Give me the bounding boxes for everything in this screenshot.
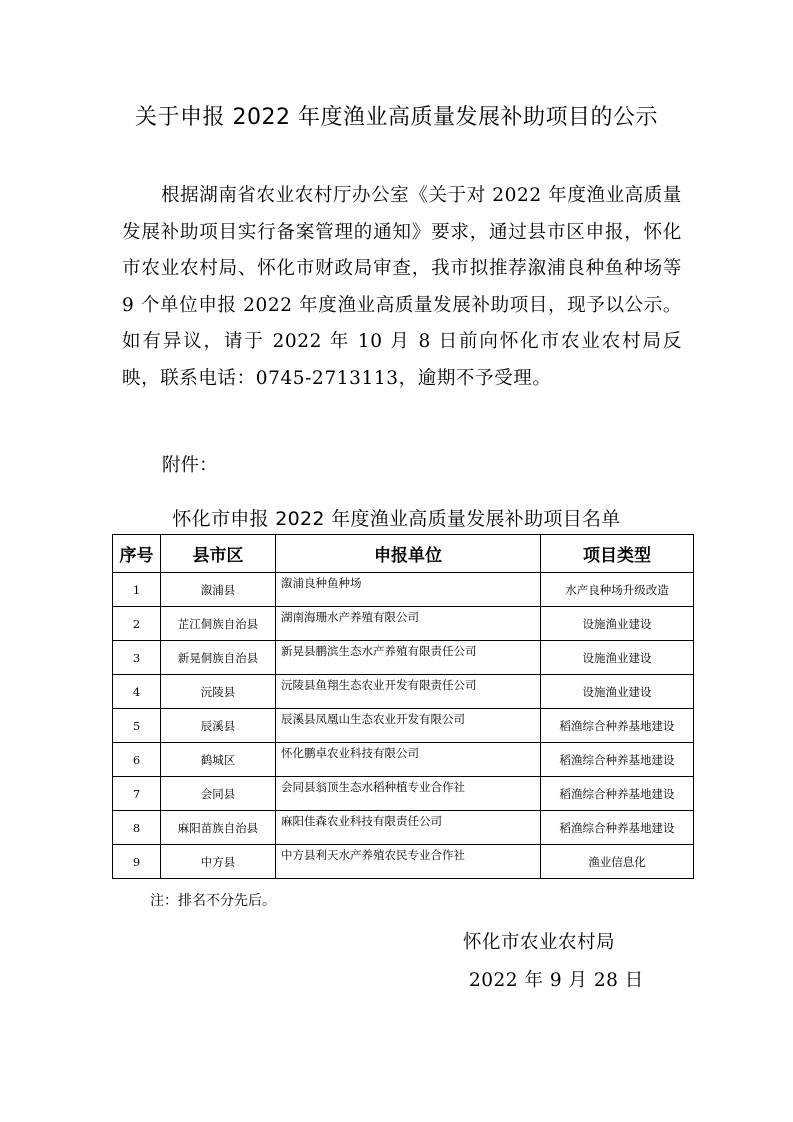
table-title: 怀化市申报 2022 年度渔业高质量发展补助项目名单 — [172, 508, 621, 530]
row-county: 溆浦县 — [161, 573, 276, 607]
signature-date: 2022 年 9 月 28 日 — [469, 970, 644, 991]
attachment-label: 附件： — [162, 455, 218, 476]
ranking-note: 注：排名不分先后。 — [150, 893, 276, 909]
row-project-type: 设施渔业建设 — [541, 607, 694, 641]
row-unit: 湖南海珊水产养殖有限公司 — [276, 607, 541, 641]
row-county: 辰溪县 — [161, 709, 276, 743]
row-project-type: 稻渔综合种养基地建设 — [541, 777, 694, 811]
row-project-type: 渔业信息化 — [541, 845, 694, 879]
header-county: 县市区 — [161, 535, 276, 573]
row-project-type: 水产良种场升级改造 — [541, 573, 694, 607]
table-row — [113, 811, 694, 845]
row-county: 中方县 — [161, 845, 276, 879]
row-index: 4 — [113, 675, 161, 709]
table-row — [113, 845, 694, 879]
table-row — [113, 743, 694, 777]
row-unit: 怀化鹏卓农业科技有限公司 — [276, 743, 541, 777]
row-unit: 会同县翁顶生态水稻种植专业合作社 — [276, 777, 541, 811]
document-title: 关于申报 2022 年度渔业高质量发展补助项目的公示 — [135, 105, 658, 130]
header-project-type: 项目类型 — [541, 535, 694, 573]
header-index: 序号 — [113, 535, 161, 573]
row-index: 2 — [113, 607, 161, 641]
row-county: 会同县 — [161, 777, 276, 811]
row-county: 麻阳苗族自治县 — [161, 811, 276, 845]
signature-organization: 怀化市农业农村局 — [463, 932, 616, 953]
row-county: 沅陵县 — [161, 675, 276, 709]
row-unit: 沅陵县鱼翔生态农业开发有限责任公司 — [276, 675, 541, 709]
row-project-type: 设施渔业建设 — [541, 675, 694, 709]
row-index: 7 — [113, 777, 161, 811]
row-project-type: 稻渔综合种养基地建设 — [541, 743, 694, 777]
table-row — [113, 777, 694, 811]
row-index: 5 — [113, 709, 161, 743]
row-unit: 溆浦良种鱼种场 — [276, 573, 541, 607]
row-project-type: 稻渔综合种养基地建设 — [541, 811, 694, 845]
row-unit: 麻阳佳森农业科技有限责任公司 — [276, 811, 541, 845]
row-index: 1 — [113, 573, 161, 607]
table-row — [113, 675, 694, 709]
row-index: 6 — [113, 743, 161, 777]
row-county: 新晃侗族自治县 — [161, 641, 276, 675]
table-row — [113, 641, 694, 675]
table-row — [113, 709, 694, 743]
row-county: 鹤城区 — [161, 743, 276, 777]
row-project-type: 稻渔综合种养基地建设 — [541, 709, 694, 743]
row-unit: 辰溪县凤凰山生态农业开发有限公司 — [276, 709, 541, 743]
row-index: 8 — [113, 811, 161, 845]
row-index: 3 — [113, 641, 161, 675]
table-row — [113, 607, 694, 641]
row-unit: 中方县利天水产养殖农民专业合作社 — [276, 845, 541, 879]
row-county: 芷江侗族自治县 — [161, 607, 276, 641]
table-header-row — [113, 535, 694, 573]
row-unit: 新晃县鹏滨生态水产养殖有限责任公司 — [276, 641, 541, 675]
announcement-body: 根据湖南省农业农村厅办公室《关于对 2022 年度渔业高质量发展补助项目实行备案管理的通知》要求，通过县市区申报，怀化市农业农村局、怀化市财政局审查，我市拟推荐溆浦良种鱼种场等 9 个单位申报 2022 年度渔业高质量发展补助项目，现予以公示。如有异议，请于 2022 年 10 月 8 日前向怀化市农业农村局反映，联系电话：0745-2713113，逾期不予受理。 — [122, 185, 682, 389]
row-index: 9 — [113, 845, 161, 879]
table-row — [113, 573, 694, 607]
header-unit: 申报单位 — [276, 535, 541, 573]
project-list-table — [112, 534, 694, 879]
row-project-type: 设施渔业建设 — [541, 641, 694, 675]
